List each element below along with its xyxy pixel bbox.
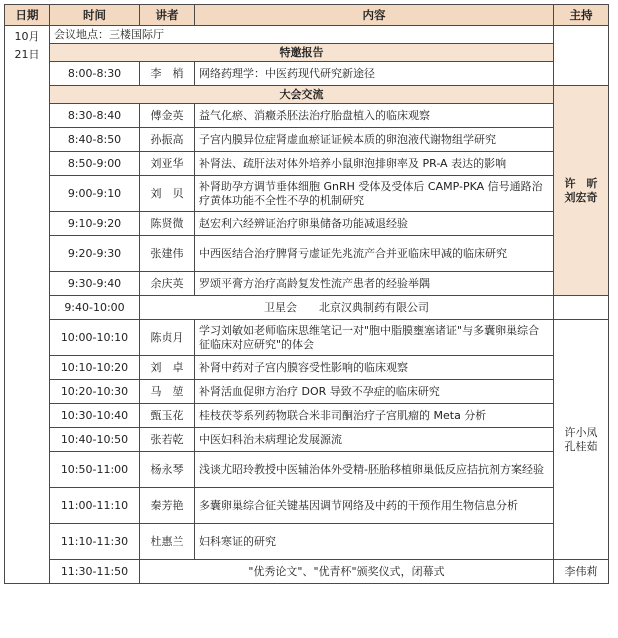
chair-name: 许 昕	[564, 176, 598, 190]
table-row	[5, 236, 609, 272]
speaker-cell: 刘 贝	[140, 176, 195, 212]
time-cell: 8:40-8:50	[50, 128, 140, 152]
time-cell: 10:40-10:50	[50, 428, 140, 452]
header-host: 主持	[554, 5, 609, 26]
topic-cell: 补肾法、疏肝法对体外培养小鼠卵泡排卵率及 PR-A 表达的影响	[195, 152, 554, 176]
time-cell: 8:30-8:40	[50, 104, 140, 128]
schedule-table	[4, 4, 609, 584]
speaker-cell: 马 堃	[140, 380, 195, 404]
table-row	[5, 452, 609, 488]
topic-cell: 多囊卵巢综合征关键基因调节网络及中药的干预作用生物信息分析	[195, 488, 554, 524]
speaker-cell: 孙振高	[140, 128, 195, 152]
table-row	[5, 488, 609, 524]
header-content: 内容	[195, 5, 554, 26]
topic-cell: 中医妇科治未病理论发展源流	[195, 428, 554, 452]
date-cell	[5, 26, 50, 584]
topic-cell: 益气化瘀、消癥杀胚法治疗胎盘植入的临床观察	[195, 104, 554, 128]
time-cell: 9:20-9:30	[50, 236, 140, 272]
speaker-cell: 刘亚华	[140, 152, 195, 176]
chair-name: 刘宏奇	[564, 190, 598, 204]
host-blank-mid	[554, 296, 609, 320]
table-row	[5, 104, 609, 128]
closing-event: "优秀论文"、"优青杯"颁奖仪式，闭幕式	[140, 560, 554, 584]
time-cell: 10:10-10:20	[50, 356, 140, 380]
satellite-meeting: 卫星会 北京汉典制药有限公司	[140, 296, 554, 320]
topic-cell: 子宫内膜异位症肾虚血瘀证证候本质的卵泡液代谢物组学研究	[195, 128, 554, 152]
topic-cell: 中西医结合治疗脾肾亏虚证先兆流产合并亚临床甲减的临床研究	[195, 236, 554, 272]
table-row	[5, 176, 609, 212]
topic-cell: 赵宏利六经辨证治疗卵巢储备功能减退经验	[195, 212, 554, 236]
chair-cell-1	[554, 86, 609, 296]
time-cell: 10:30-10:40	[50, 404, 140, 428]
time-cell: 11:10-11:30	[50, 524, 140, 560]
speaker-cell: 李 梢	[140, 62, 195, 86]
topic-cell: 补肾活血促卵方治疗 DOR 导致不孕症的临床研究	[195, 380, 554, 404]
chair-cell-2	[554, 320, 609, 560]
table-row	[5, 62, 609, 86]
section-special-label: 特邀报告	[50, 44, 554, 62]
header-speaker: 讲者	[140, 5, 195, 26]
table-row	[5, 404, 609, 428]
header-row	[5, 5, 609, 26]
section-conference-label: 大会交流	[50, 86, 554, 104]
closing-row	[5, 560, 609, 584]
date-day: 21日	[14, 48, 40, 61]
topic-cell: 妇科寒证的研究	[195, 524, 554, 560]
speaker-cell: 张若乾	[140, 428, 195, 452]
header-date: 日期	[5, 5, 50, 26]
topic-cell: 学习刘敏如老师临床思维笔记一对"胞中脂膜壅塞诸证"与多囊卵巢综合征临床对应研究"的体会	[195, 320, 554, 356]
time-cell: 10:50-11:00	[50, 452, 140, 488]
time-cell: 11:30-11:50	[50, 560, 140, 584]
chair-name: 许小凤	[564, 425, 598, 439]
time-cell: 9:30-9:40	[50, 272, 140, 296]
schedule-page	[4, 4, 614, 630]
section-conference	[5, 86, 609, 104]
time-cell: 9:00-9:10	[50, 176, 140, 212]
speaker-cell: 甄玉花	[140, 404, 195, 428]
table-row	[5, 380, 609, 404]
date-month: 10月	[14, 30, 40, 43]
chair-closing: 李伟莉	[554, 560, 609, 584]
table-row	[5, 128, 609, 152]
time-cell: 11:00-11:10	[50, 488, 140, 524]
time-cell: 10:20-10:30	[50, 380, 140, 404]
header-time: 时间	[50, 5, 140, 26]
time-cell: 10:00-10:10	[50, 320, 140, 356]
speaker-cell: 杨永琴	[140, 452, 195, 488]
time-cell: 9:10-9:20	[50, 212, 140, 236]
table-row	[5, 320, 609, 356]
speaker-cell: 陈贞月	[140, 320, 195, 356]
speaker-cell: 陈贤微	[140, 212, 195, 236]
table-row	[5, 152, 609, 176]
table-row	[5, 524, 609, 560]
satellite-row	[5, 296, 609, 320]
topic-cell: 浅谈尤昭玲教授中医辅治体外受精-胚胎移植卵巢低反应拮抗剂方案经验	[195, 452, 554, 488]
time-cell: 8:50-9:00	[50, 152, 140, 176]
speaker-cell: 余庆英	[140, 272, 195, 296]
topic-cell: 补肾中药对子宫内膜容受性影响的临床观察	[195, 356, 554, 380]
speaker-cell: 杜惠兰	[140, 524, 195, 560]
speaker-cell: 秦芳艳	[140, 488, 195, 524]
topic-cell: 补肾助孕方调节垂体细胞 GnRH 受体及受体后 CAMP-PKA 信号通路治疗黄体功能不全性不孕的机制研究	[195, 176, 554, 212]
speaker-cell: 张建伟	[140, 236, 195, 272]
venue-row	[5, 26, 609, 44]
speaker-cell: 刘 卓	[140, 356, 195, 380]
time-cell: 8:00-8:30	[50, 62, 140, 86]
section-special	[5, 44, 609, 62]
speaker-cell: 傅金英	[140, 104, 195, 128]
table-row	[5, 272, 609, 296]
topic-cell: 网络药理学：中医药现代研究新途径	[195, 62, 554, 86]
table-row	[5, 428, 609, 452]
table-row	[5, 356, 609, 380]
time-cell: 9:40-10:00	[50, 296, 140, 320]
topic-cell: 罗颂平膏方治疗高龄复发性流产患者的经验举隅	[195, 272, 554, 296]
topic-cell: 桂枝茯苓系列药物联合米非司酮治疗子宫肌瘤的 Meta 分析	[195, 404, 554, 428]
table-row	[5, 212, 609, 236]
chair-name: 孔桂茹	[564, 439, 598, 453]
host-blank-top	[554, 26, 609, 86]
venue-text: 会议地点：三楼国际厅	[50, 26, 554, 44]
